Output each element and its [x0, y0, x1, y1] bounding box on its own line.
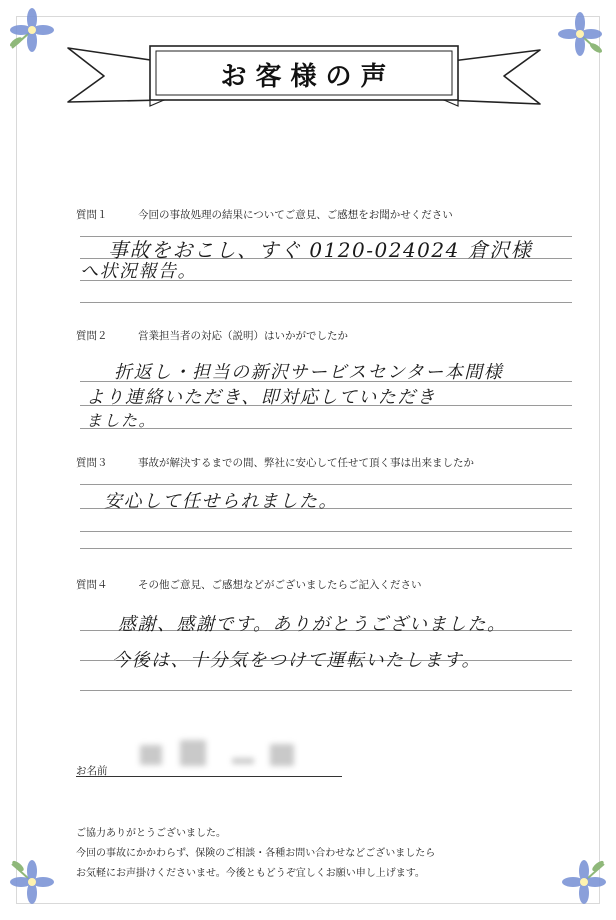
question-3	[76, 455, 474, 470]
redacted-name	[232, 758, 254, 764]
answer-rule	[80, 548, 572, 549]
flower-icon	[552, 6, 608, 62]
answer-rule	[80, 690, 572, 691]
handwritten-answer: 折返し・担当の新沢サービスセンター本間様	[114, 362, 504, 383]
flower-icon	[556, 852, 612, 908]
question-number: 質問１	[76, 209, 108, 221]
question-number: 質問３	[76, 457, 108, 469]
question-text: 今回の事故処理の結果についてご意見、ご感想をお聞かせください	[138, 209, 453, 221]
question-text: 事故が解決するまでの間、弊社に安心して任せて頂く事は出来ましたか	[138, 457, 474, 469]
name-line	[76, 776, 342, 777]
redacted-name	[180, 740, 206, 766]
handwritten-answer: 感謝、感謝です。ありがとうございました。	[118, 614, 507, 635]
question-number: 質問４	[76, 579, 108, 591]
question-1	[76, 207, 453, 222]
handwritten-answer: 今後は、十分気をつけて運転いたします。	[112, 650, 482, 671]
handwritten-answer: ました。	[86, 411, 157, 430]
answer-rule	[80, 302, 572, 303]
name-label: お名前	[76, 765, 108, 777]
redacted-name	[140, 745, 162, 765]
handwritten-answer: 事故をおこし、すぐ 0120-024024 倉沢様	[108, 238, 533, 262]
page-title: お客様の声	[220, 61, 396, 92]
answer-rule	[80, 484, 572, 485]
handwritten-answer: へ状況報告。	[80, 261, 197, 282]
flower-icon	[4, 852, 60, 908]
flower-icon	[4, 2, 60, 58]
answer-rule	[80, 531, 572, 532]
question-4	[76, 577, 422, 592]
handwritten-answer: より連絡いただき、即対応していただき	[86, 387, 437, 408]
question-text: その他ご意見、ご感想などがございましたらご記入ください	[138, 579, 422, 591]
closing-line: お気軽にお声掛けくださいませ。今後ともどうぞ宜しくお願い申し上げます。	[76, 868, 425, 879]
closing-line: 今回の事故にかかわらず、保険のご相談・各種お問い合わせなどございましたら	[76, 848, 436, 859]
question-number: 質問２	[76, 330, 108, 342]
question-text: 営業担当者の対応（説明）はいかがでしたか	[138, 330, 348, 342]
handwritten-answer: 安心して任せられました。	[104, 491, 338, 512]
question-2	[76, 328, 348, 343]
closing-line: ご協力ありがとうございました。	[76, 828, 226, 839]
redacted-name	[270, 744, 294, 766]
